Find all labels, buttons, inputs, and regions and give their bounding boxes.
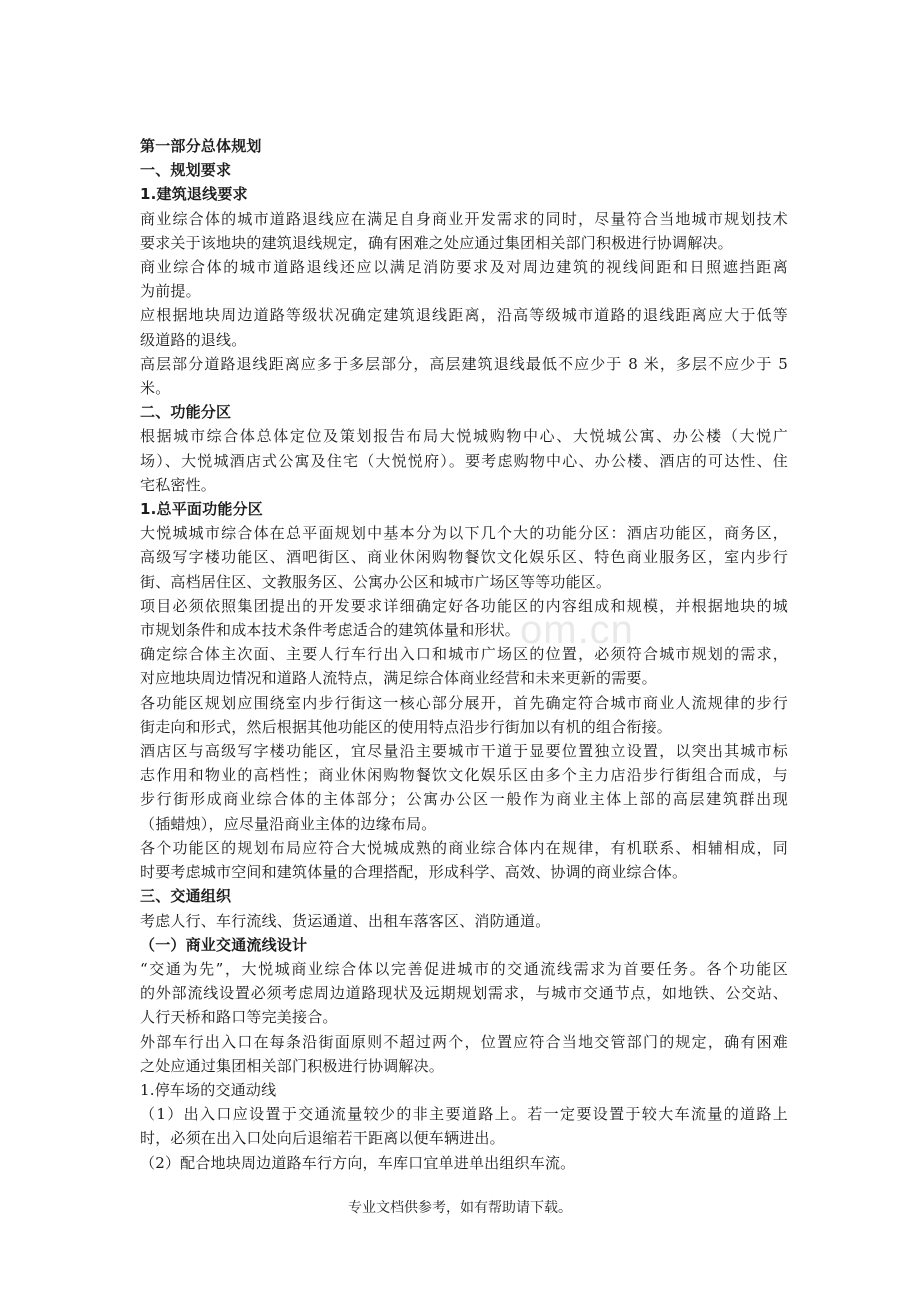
- paragraph-line: 市规划条件和成本技术条件考虑适合的建筑体量和形状。: [140, 621, 521, 640]
- paragraph-line: 根据城市综合体总体定位及策划报告布局大悦城购物中心、大悦城公寓、办公楼（大悦广: [140, 427, 788, 446]
- document-body: [140, 134, 788, 1175]
- paragraph-line: 高级写字楼功能区、酒吧街区、商业休闲购物餐饮文化娱乐区、特色商业服务区，室内步行: [140, 548, 788, 567]
- paragraph-line: 对应地块周边情况和道路人流特点，满足综合体商业经营和未来更新的需要。: [140, 669, 657, 688]
- paragraph-line: 人行天桥和路口等完美接合。: [140, 1008, 338, 1027]
- subsection-heading: （一）商业交通流线设计: [140, 935, 308, 954]
- paragraph-line: 街走向和形式，然后根据其他功能区的使用特点沿步行街加以有机的组合衔接。: [140, 717, 673, 736]
- paragraph-line: 之处应通过集团相关部门积极进行协调解决。: [140, 1056, 445, 1075]
- paragraph-line: 大悦城城市综合体在总平面规划中基本分为以下几个大的功能分区：酒店功能区，商务区，: [140, 524, 788, 543]
- paragraph-line: 项目必须依照集团提出的开发要求详细确定好各功能区的内容组成和规模，并根据地块的城: [140, 596, 788, 615]
- paragraph-line: 级道路的退线。: [140, 330, 247, 349]
- paragraph-line: 时要考虑城市空间和建筑体量的合理搭配，形成科学、高效、协调的商业综合体。: [140, 863, 688, 882]
- paragraph-line: 志作用和物业的高档性；商业休闲购物餐饮文化娱乐区由多个主力店沿步行街组合而成，与: [140, 766, 788, 785]
- paragraph-line: （1）出入口应设置于交通流量较少的非主要道路上。若一定要设置于较大车流量的道路上: [140, 1105, 788, 1124]
- paragraph-line: 场）、大悦城酒店式公寓及住宅（大悦悦府）。要考虑购物中心、办公楼、酒店的可达性、住: [140, 451, 788, 470]
- watermark-text: om.cn: [520, 608, 634, 652]
- paragraph-line: 各功能区规划应围绕室内步行街这一核心部分展开，首先确定符合城市商业人流规律的步行: [140, 693, 788, 712]
- paragraph-line: 米。: [140, 379, 171, 398]
- paragraph-line: 确定综合体主次面、主要人行车行出入口和城市广场区的位置，必须符合城市规划的需求，: [140, 645, 788, 664]
- paragraph-line: 要求关于该地块的建筑退线规定，确有困难之处应通过集团相关部门积极进行协调解决。: [140, 233, 733, 252]
- paragraph-line: 外部车行出入口在每条沿街面原则不超过两个，位置应符合当地交管部门的规定，确有困难: [140, 1032, 788, 1051]
- paragraph-line: 1.停车场的交通动线: [140, 1080, 277, 1099]
- paragraph-line: （插蜡烛），应尽量沿商业主体的边缘布局。: [140, 814, 437, 833]
- paragraph-line: 考虑人行、车行流线、货运通道、出租车落客区、消防通道。: [140, 911, 551, 930]
- paragraph-line: 各个功能区的规划布局应符合大悦城成熟的商业综合体内在规律，有机联系、相辅相成，同: [140, 838, 788, 857]
- subsection-heading: 1.建筑退线要求: [140, 185, 248, 204]
- paragraph-line: 步行街形成商业综合体的主体部分；公寓办公区一般作为商业主体上部的高层建筑群出现: [140, 790, 788, 809]
- section-heading: 一、规划要求: [140, 161, 232, 180]
- paragraph-line: “交通为先”，大悦城商业综合体以完善促进城市的交通流线需求为首要任务。各个功能区: [140, 959, 788, 978]
- paragraph-line: 商业综合体的城市道路退线应在满足自身商业开发需求的同时，尽量符合当地城市规划技术: [140, 209, 788, 228]
- section-heading: 三、交通组织: [140, 887, 232, 906]
- paragraph-line: （2）配合地块周边道路车行方向，车库口宜单进单出组织车流。: [140, 1153, 576, 1172]
- paragraph-line: 应根据地块周边道路等级状况确定建筑退线距离，沿高等级城市道路的退线距离应大于低等: [140, 306, 788, 325]
- paragraph-line: 宅私密性。: [140, 475, 217, 494]
- page-footer: 专业文档供参考，如有帮助请下载。: [348, 1200, 572, 1216]
- paragraph-line: 的外部流线设置必须考虑周边道路现状及远期规划需求，与城市交通节点，如地铁、公交站、: [140, 984, 788, 1003]
- subsection-heading: 1.总平面功能分区: [140, 500, 263, 519]
- part-title: 第一部分总体规划: [140, 137, 262, 155]
- paragraph-line: 街、高档居住区、文教服务区、公寓办公区和城市广场区等等功能区。: [140, 572, 612, 591]
- paragraph-line: 酒店区与高级写字楼功能区，宜尽量沿主要城市干道于显要位置独立设置，以突出其城市标: [140, 742, 788, 761]
- paragraph-line: 为前提。: [140, 282, 201, 301]
- paragraph-line: 商业综合体的城市道路退线还应以满足消防要求及对周边建筑的视线间距和日照遮挡距离: [140, 258, 788, 277]
- section-heading: 二、功能分区: [140, 403, 232, 422]
- paragraph-line: 时，必须在出入口处向后退缩若干距离以便车辆进出。: [140, 1129, 505, 1148]
- paragraph-line: 高层部分道路退线距离应多于多层部分，高层建筑退线最低不应少于 8 米，多层不应少于 5: [140, 354, 788, 373]
